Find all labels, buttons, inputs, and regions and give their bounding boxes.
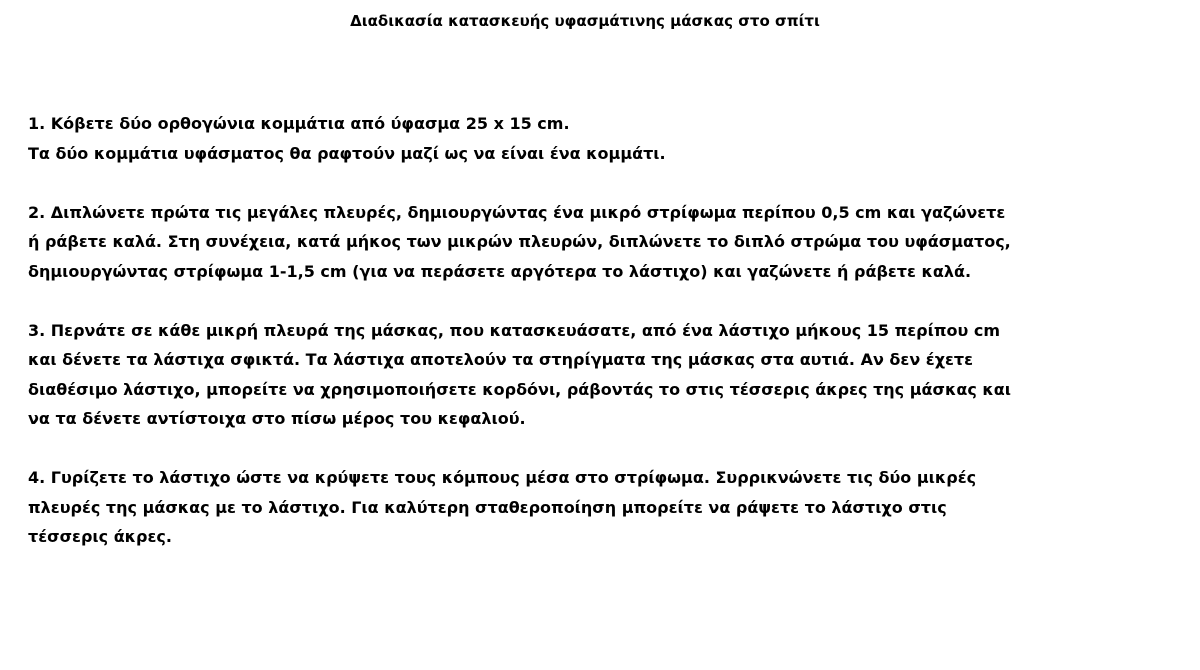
step-line: 2. Διπλώνετε πρώτα τις μεγάλες πλευρές, δημιουργώντας ένα μικρό στρίφωμα περίπου 0,5 cm και γαζώνετε bbox=[28, 202, 1006, 222]
step-2 bbox=[28, 198, 1188, 287]
step-line: και δένετε τα λάστιχα σφικτά. Τα λάστιχα αποτελούν τα στηρίγματα της μάσκας στα αυτιά. Αν δεν έχετε bbox=[28, 350, 974, 369]
step-4 bbox=[28, 463, 1188, 552]
document-title: Διαδικασία κατασκευής υφασμάτινης μάσκας στο σπίτι bbox=[350, 12, 820, 30]
step-line: 3. Περνάτε σε κάθε μικρή πλευρά της μάσκας, που κατασκευάσατε, από ένα λάστιχο μήκους 15 περίπου cm bbox=[28, 320, 1001, 340]
step-line: ή ράβετε καλά. Στη συνέχεια, κατά μήκος των μικρών πλευρών, διπλώνετε το διπλό στρώμα του υφάσματος, bbox=[28, 232, 1011, 251]
instructions-list bbox=[28, 109, 1188, 581]
step-line: τέσσερις άκρες. bbox=[28, 527, 172, 546]
step-line: δημιουργώντας στρίφωμα 1-1,5 cm (για να περάσετε αργότερα το λάστιχο) και γαζώνετε ή ράβετε καλά. bbox=[28, 261, 972, 281]
step-1 bbox=[28, 109, 1188, 168]
step-line: 4. Γυρίζετε το λάστιχο ώστε να κρύψετε τους κόμπους μέσα στο στρίφωμα. Συρρικνώνετε τις δύο μικρές bbox=[28, 468, 977, 487]
step-line: πλευρές της μάσκας με το λάστιχο. Για καλύτερη σταθεροποίηση μπορείτε να ράψετε το λάστιχο στις bbox=[28, 497, 947, 517]
step-3 bbox=[28, 316, 1188, 434]
step-line: να τα δένετε αντίστοιχα στο πίσω μέρος του κεφαλιού. bbox=[28, 409, 526, 428]
step-line: διαθέσιμο λάστιχο, μπορείτε να χρησιμοποιήσετε κορδόνι, ράβοντάς το στις τέσσερις άκρες της μάσκας και bbox=[28, 379, 1011, 399]
step-line: 1. Κόβετε δύο ορθογώνια κομμάτια από ύφασμα 25 x 15 cm. bbox=[28, 114, 570, 133]
step-line: Τα δύο κομμάτια υφάσματος θα ραφτούν μαζί ως να είναι ένα κομμάτι. bbox=[28, 143, 666, 163]
